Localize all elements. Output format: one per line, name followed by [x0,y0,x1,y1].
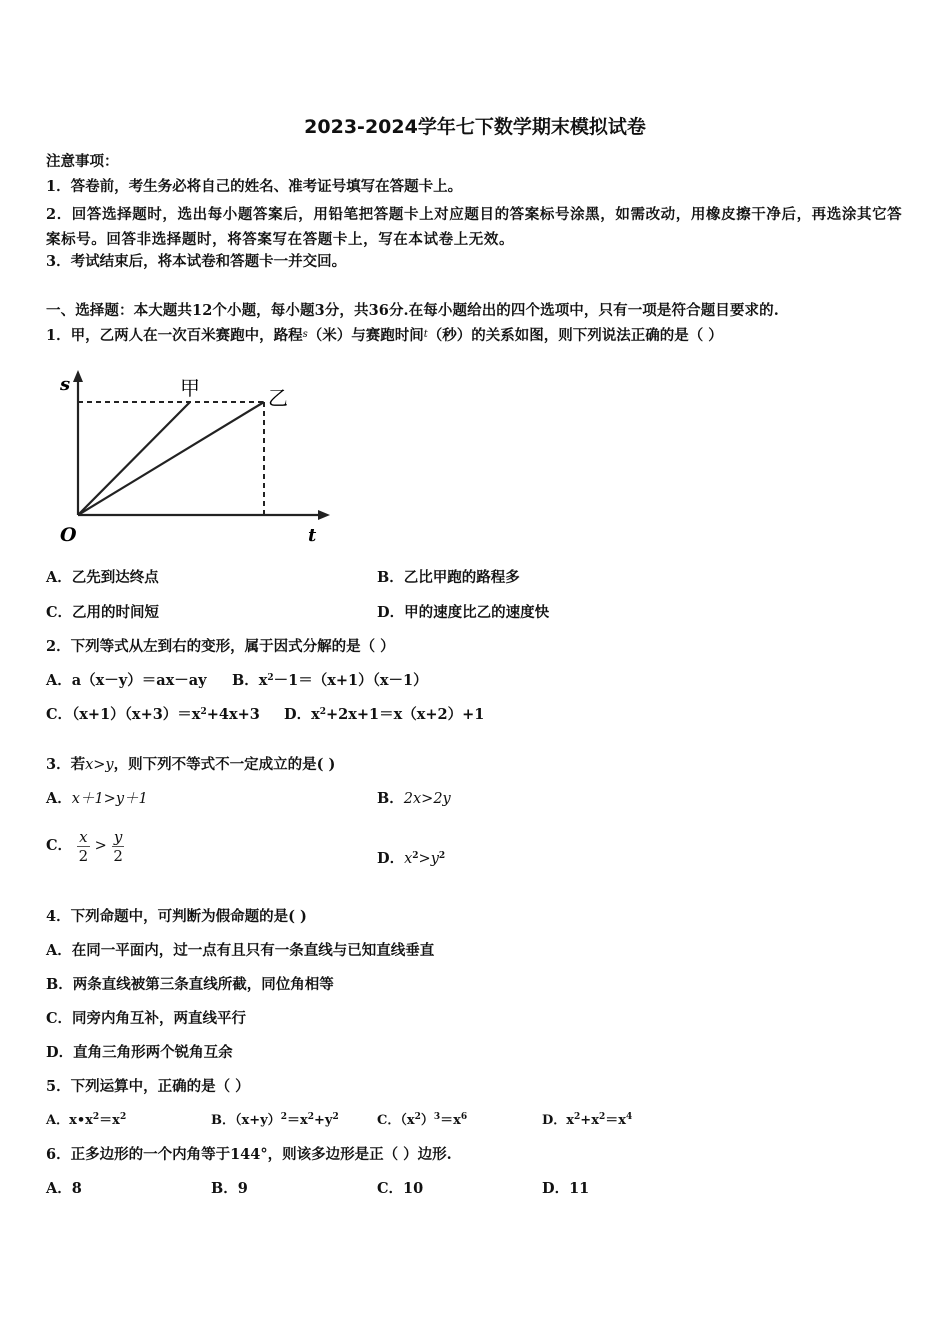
q5-d-text-a: D．x [542,1113,575,1128]
q5-a-exp: 2 [92,1112,100,1122]
q5-a-text-a: A．x•x [46,1113,93,1128]
q3-d-exp2: 2 [438,851,446,861]
graph-y-arrow [73,370,83,382]
q1-var-s: s [302,329,308,340]
q1-option-b[interactable]: B．乙比甲跑的路程多 [377,569,520,586]
q5-b-text-c: +y [313,1113,333,1128]
q3-stem [46,755,335,775]
q1-option-d[interactable]: D．甲的速度比乙的速度快 [377,604,550,621]
q3-option-b[interactable] [377,789,451,809]
q6-option-a[interactable]: A．8 [46,1180,82,1197]
graph-label-jia: 甲 [180,376,200,400]
q5-b-exp3: 2 [332,1112,339,1122]
q2-option-b[interactable] [232,671,428,691]
q5-d-exp: 2 [574,1112,581,1122]
q1-stem-part-c: （秒）的关系如图，则下列说法正确的是（ ） [427,327,723,344]
q1-stem-part-b: （米）与赛跑时间 [307,327,424,344]
q3-d-exp1: 2 [412,851,419,861]
q3-option-d[interactable] [377,849,445,869]
q2-d-text-a: D．x [284,706,320,723]
q6-option-c[interactable]: C．10 [377,1180,424,1197]
q5-b-exp2: 2 [307,1112,314,1122]
q3-option-c[interactable] [46,826,124,866]
q4-option-d[interactable]: D．直角三角形两个锐角互余 [46,1044,233,1061]
q3-c-den1: 2 [78,846,89,865]
q5-option-d[interactable] [542,1111,632,1131]
q3-c-op: > [94,838,107,854]
q1-var-t: t [423,329,428,340]
graph-x-arrow [318,510,330,520]
q2-b-text-a: B．x [232,672,268,689]
q5-b-exp: 2 [280,1112,287,1122]
q3-stem-part-b: ，则下列不等式不一定成立的是( ) [113,756,336,773]
q3-option-a[interactable] [46,789,148,809]
q3-c-num2: y [113,827,123,846]
q2-b-exp: 2 [267,673,274,683]
q3-c-fraction-y [112,828,124,865]
q3-d-y: y [430,851,439,867]
q6-stem: 6．正多边形的一个内角等于144°，则该多边形是正（ ）边形. [46,1146,452,1163]
q5-c-exp: 2 [414,1112,421,1122]
graph-line-yi [78,402,264,515]
notice-item-3: 3．考试结束后，将本试卷和答题卡一并交回。 [46,253,347,270]
q3-c-num1: x [79,827,88,846]
q2-option-c[interactable] [46,705,260,725]
q4-option-c[interactable]: C．同旁内角互补，两直线平行 [46,1010,247,1027]
q2-option-d[interactable] [284,705,484,725]
q1-stem-part-a: 1．甲，乙两人在一次百米赛跑中，路程 [46,327,303,344]
q3-d-label: D． [377,850,405,867]
q5-d-text-b: +x [580,1113,599,1128]
q5-c-text-a: C．（x [377,1113,415,1128]
q3-b-expr: 2x>2y [403,791,451,807]
graph-label-origin: O [60,524,77,546]
q4-stem: 4．下列命题中，可判断为假命题的是( ) [46,908,307,925]
q3-stem-var: x>y [85,757,114,773]
q1-distance-time-graph [50,365,340,550]
q2-stem: 2．下列等式从左到右的变形，属于因式分解的是（ ） [46,638,395,655]
notice-heading: 注意事项： [46,153,119,170]
q5-a-text-b: ＝x [99,1113,120,1128]
q3-d-x: x [404,851,413,867]
q6-option-b[interactable]: B．9 [211,1180,248,1197]
q5-d-text-c: ＝x [605,1113,626,1128]
q6-option-d[interactable]: D．11 [542,1180,590,1197]
exam-title: 2023-2024学年七下数学期末模拟试卷 [304,116,646,138]
q3-stem-part-a: 3．若 [46,756,86,773]
notice-item-1: 1．答卷前，考生务必将自己的姓名、准考证号填写在答题卡上。 [46,178,463,195]
q5-b-text-a: B．（x+y） [211,1113,281,1128]
graph-line-jia [78,402,190,515]
q5-stem: 5．下列运算中，正确的是（ ） [46,1078,250,1095]
q2-d-text-b: +2x+1＝x（x+2）+1 [326,706,485,723]
section-heading: 一、选择题：本大题共12个小题，每小题3分，共36分.在每小题给出的四个选项中，只有一项是符合题目要求的. [46,302,779,319]
q5-c-text-c: ＝x [440,1113,461,1128]
q2-c-text-b: +4x+3 [206,706,260,723]
q5-d-exp2: 2 [598,1112,606,1122]
q3-c-label: C． [46,837,73,854]
q5-b-text-b: ＝x [286,1113,308,1128]
q1-option-c[interactable]: C．乙用的时间短 [46,604,160,621]
q5-c-exp2: 3 [433,1112,441,1122]
q5-option-b[interactable] [211,1111,339,1131]
q3-c-den2: 2 [113,846,123,865]
q1-stem [46,326,723,348]
q3-a-expr: x＋1>y＋1 [71,791,148,807]
q4-option-a[interactable]: A．在同一平面内，过一点有且只有一条直线与已知直线垂直 [46,942,435,959]
graph-label-yi: 乙 [268,386,288,410]
q5-c-exp3: 6 [460,1112,468,1122]
q5-d-exp3: 4 [625,1112,633,1122]
q4-option-b[interactable]: B．两条直线被第三条直线所截，同位角相等 [46,976,334,993]
q2-c-exp: 2 [200,707,207,717]
q5-c-text-b: ） [420,1113,434,1128]
q5-option-a[interactable] [46,1111,126,1131]
q2-option-a[interactable]: A．a（x－y）＝ax－ay [46,672,207,689]
q3-b-label: B． [377,790,404,807]
q2-b-text-b: －1＝（x+1）（x－1） [273,672,428,689]
q3-a-label: A． [46,790,72,807]
graph-label-s: s [60,374,71,395]
q5-a-exp2: 2 [119,1112,127,1122]
q3-c-fraction-x [77,828,89,865]
q3-d-gt: > [418,851,431,867]
graph-label-t: t [308,525,317,546]
notice-item-2: 2．回答选择题时，选出每小题答案后，用铅笔把答题卡上对应题目的答案标号涂黑，如需改动，用橡皮擦干净后，再选涂其它答案标号。回答非选择题时，将答案写在答题卡上，写在本试卷上无效。 [46,206,903,248]
q2-d-exp: 2 [319,707,326,717]
q1-option-a[interactable]: A．乙先到达终点 [46,569,159,586]
q5-option-c[interactable] [377,1111,467,1131]
q2-c-text-a: C．（x+1）（x+3）＝x [46,706,201,723]
